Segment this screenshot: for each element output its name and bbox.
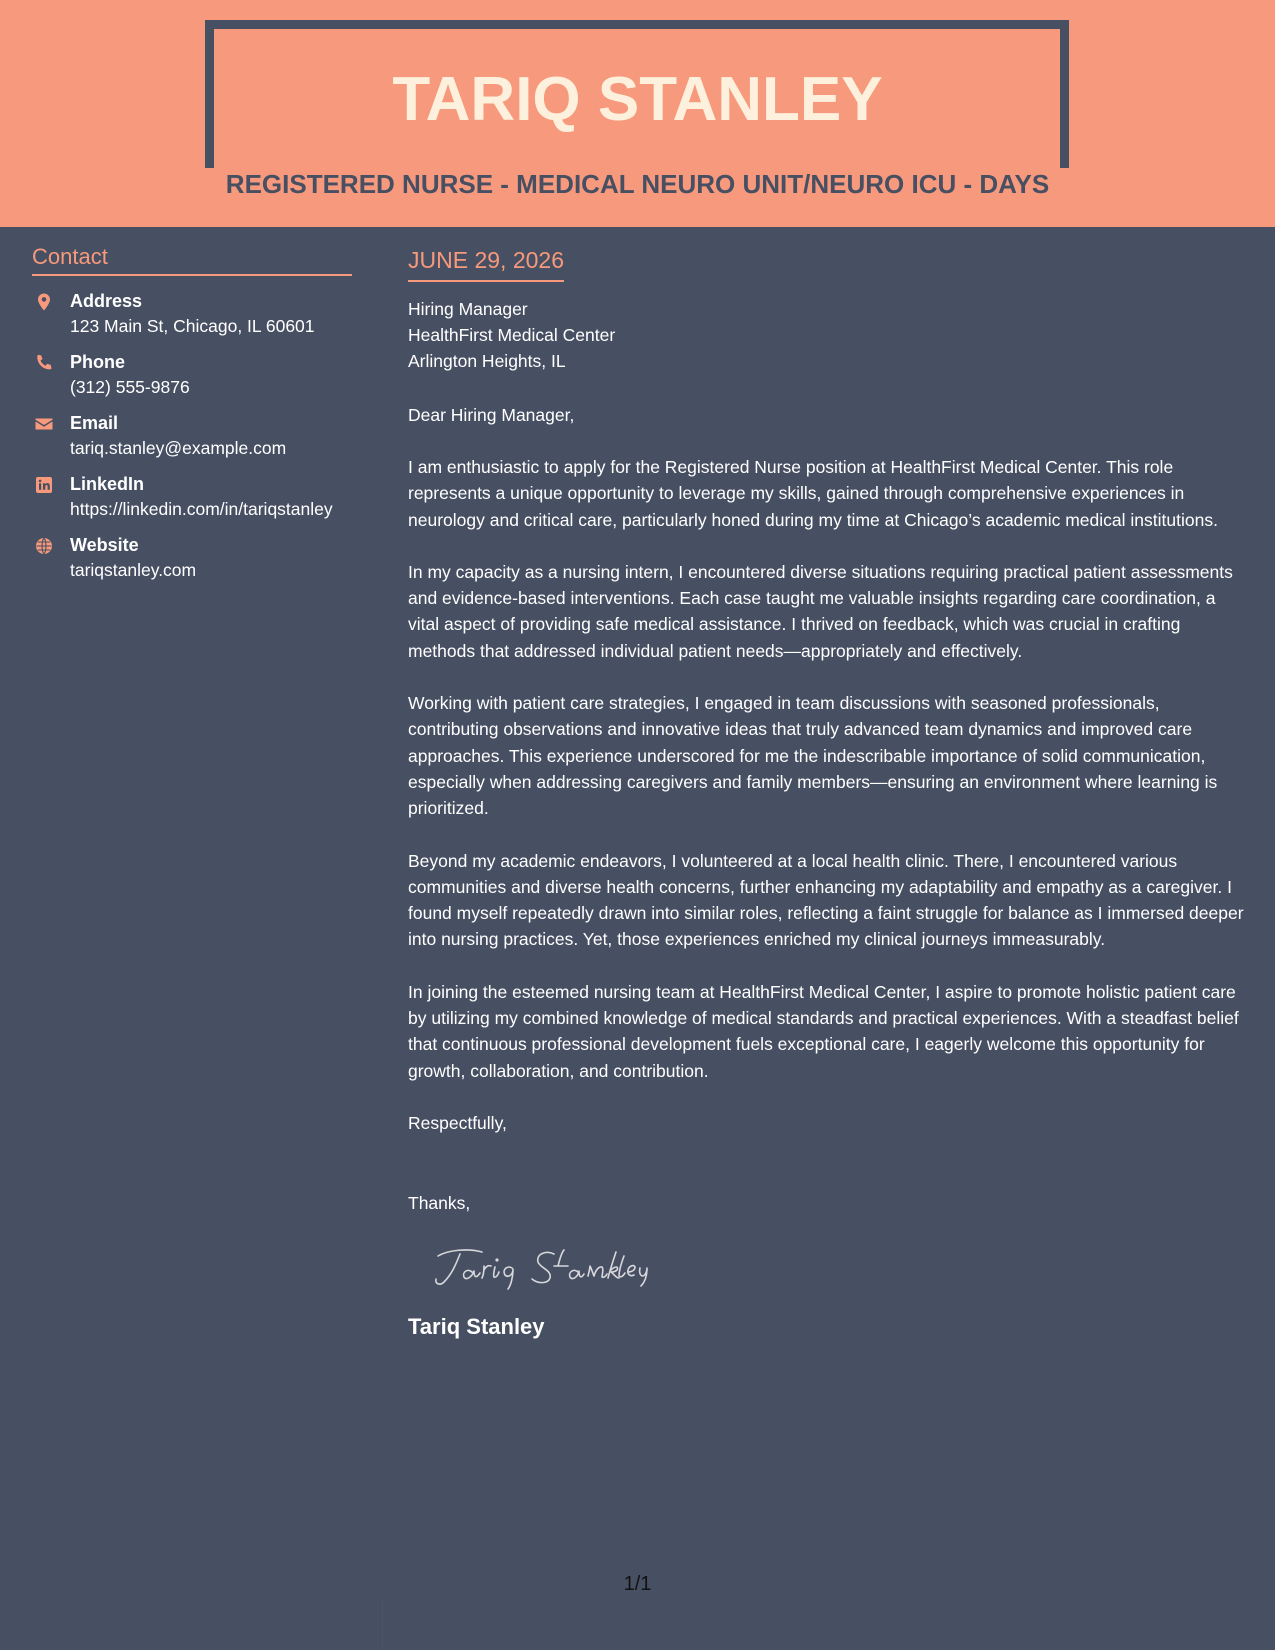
contact-heading: Contact <box>32 242 352 276</box>
map-pin-icon <box>34 292 54 312</box>
contact-item-address <box>32 288 352 338</box>
contact-list <box>32 288 352 582</box>
phone-icon <box>34 353 54 373</box>
applicant-name: TARIQ STANLEY <box>392 65 883 134</box>
recipient-block <box>408 296 1248 374</box>
contact-label: Address <box>70 291 143 311</box>
closing: Respectfully, <box>408 1112 507 1133</box>
contact-item-email <box>32 410 352 460</box>
thanks: Thanks, <box>408 1192 471 1213</box>
handwritten-signature <box>432 1242 1248 1292</box>
recipient-line: Hiring Manager <box>408 299 528 319</box>
contact-sidebar <box>32 242 352 593</box>
email-value: tariq.stanley@example.com <box>70 438 287 458</box>
job-title: REGISTERED NURSE - MEDICAL NEURO UNIT/NEURO ICU - DAYS <box>225 169 1050 199</box>
website-value[interactable]: tariqstanley.com <box>70 560 197 580</box>
address-value: 123 Main St, Chicago, IL 60601 <box>70 316 315 336</box>
signer-name: Tariq Stanley <box>408 1313 545 1339</box>
linkedin-icon <box>34 475 54 495</box>
contact-item-phone <box>32 349 352 399</box>
contact-label: Website <box>70 535 139 555</box>
contact-item-website <box>32 532 352 582</box>
paragraph: Beyond my academic endeavors, I volunteered at a local health clinic. There, I encountered various communities and diverse health concerns, further enhancing my adaptability and empathy as a caregiver. I found myself repeatedly drawn into similar roles, reflecting a faint struggle for balance as I immersed deeper into nursing practices. Yet, those experiences enriched my clinical journeys immeasurably. <box>408 850 1244 950</box>
paragraph: Working with patient care strategies, I engaged in team discussions with seasoned professionals, contributing observations and innovative ideas that truly advanced team dynamics and improved care approaches. This experience underscored for me the indescribable importance of solid communication, especially when addressing caregivers and family members—ensuring an environment where learning is prioritized. <box>408 693 1218 819</box>
recipient-line: HealthFirst Medical Center <box>408 325 616 345</box>
paragraph: In my capacity as a nursing intern, I encountered diverse situations requiring practical patient assessments and evidence-based interventions. Each case taught me valuable insights regarding care coordination, a vital aspect of providing safe medical assistance. I thrived on feedback, which was crucial in crafting methods that addressed individual patient needs—appropriately and effectively. <box>408 561 1233 661</box>
envelope-icon <box>34 414 54 434</box>
contact-item-linkedin <box>32 471 352 521</box>
paragraph: In joining the esteemed nursing team at HealthFirst Medical Center, I aspire to promote holistic patient care by utilizing my combined knowledge of medical standards and practical experiences. With a steadfast belief that continuous professional development fuels exceptional care, I eagerly welcome this opportunity for growth, collaboration, and contribution. <box>408 981 1239 1081</box>
page-number: 1/1 <box>623 1573 652 1595</box>
contact-label: Email <box>70 413 119 433</box>
letter-body <box>408 244 1248 1342</box>
phone-value: (312) 555-9876 <box>70 377 190 397</box>
paragraph: I am enthusiastic to apply for the Registered Nurse position at HealthFirst Medical Center. This role represents a unique opportunity to leverage my skills, gained through comprehensive experiences in neurology and critical care, particularly honed during my time at Chicago’s academic medical institutions. <box>408 457 1218 530</box>
letter-date: JUNE 29, 2026 <box>408 244 564 282</box>
recipient-line: Arlington Heights, IL <box>408 351 566 371</box>
salutation: Dear Hiring Manager, <box>408 405 575 425</box>
header-banner <box>0 0 1275 227</box>
linkedin-value[interactable]: https://linkedin.com/in/tariqstanley <box>70 499 333 519</box>
globe-icon <box>34 536 54 556</box>
contact-label: LinkedIn <box>70 474 145 494</box>
contact-label: Phone <box>70 352 126 372</box>
sidebar-divider <box>382 1600 383 1650</box>
